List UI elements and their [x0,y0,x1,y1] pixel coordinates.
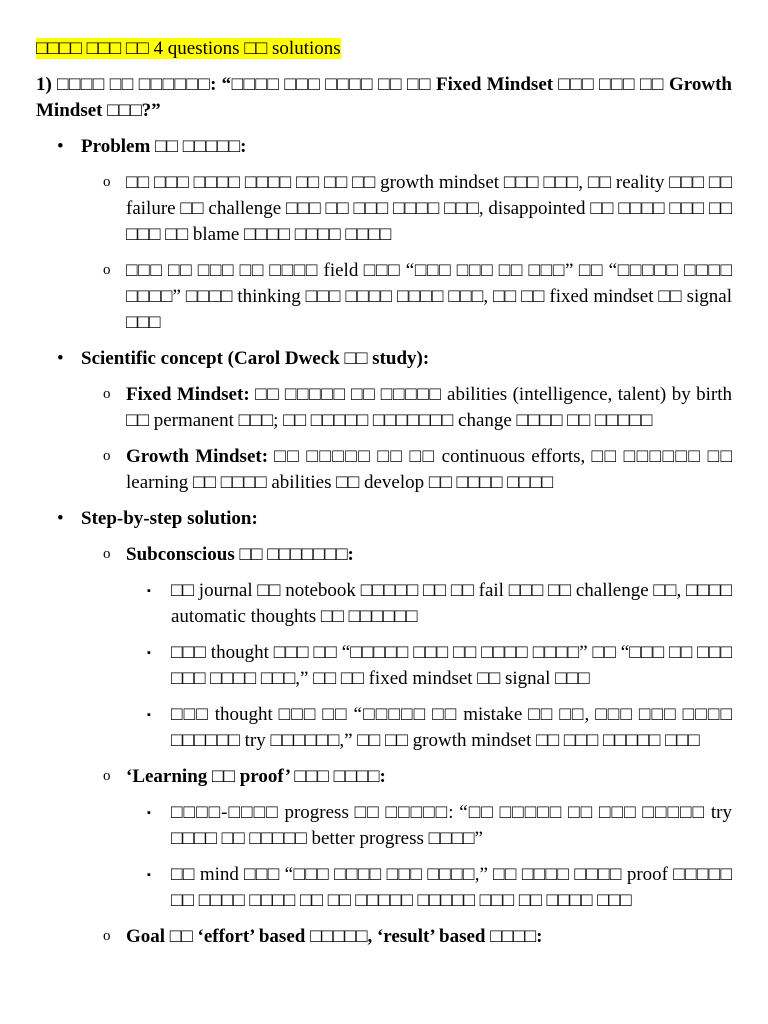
solution-steps [81,542,732,950]
learning-proof-heading: ‘Learning □□ proof’ □□□ □□□□: [126,766,386,787]
concept-section [36,346,732,496]
fixed-mindset-text: □□ □□□□□ □□ □□□□□ abilities (intelligence, talent) by birth □□ permanent □□□; □□ □□□□□ □□□□□□□ change □□□□ □□ □□□□□ [126,384,733,431]
outline-list [36,134,732,950]
list-item [126,800,732,852]
learning-item-text: □□□□-□□□□ progress □□ □□□□□: “□□ □□□□□ □□ □□□ □□□□□ try □□□□ □□ □□□□□ better progress □□□□” [171,802,732,849]
bullet-circle: o [103,262,111,278]
bullet-circle: o [103,448,111,464]
problem-point-text: □□□ □□ □□□ □□ □□□□ field □□□ “□□□ □□□ □□ □□□” □□ “□□□□□ □□□□ □□□□” □□□□ thinking □□□ □□□□ □□□□ □□□, □□ □□ fixed mindset □□ signal □□□ [126,260,732,333]
subconscious-step [81,542,732,754]
subconscious-items [126,578,732,754]
bullet-square: ▪ [147,709,151,721]
bullet-circle: o [103,546,111,562]
bullet-dot: • [57,136,64,157]
learning-proof-step [81,764,732,914]
subconscious-heading: Subconscious □□ □□□□□□□: [126,544,354,565]
bullet-dot: • [57,348,64,369]
solution-heading: Step-by-step solution: [81,508,258,529]
bullet-circle: o [103,174,111,190]
learning-item-text: □□ mind □□□ “□□□ □□□□ □□□ □□□□,” □□ □□□□ □□□□ proof □□□□□ □□ □□□□ □□□□ □□ □□ □□□□□ □□□□□ □□□ □□ □□□□ □□□ [171,864,732,911]
bullet-square: ▪ [147,869,151,881]
subconscious-item-text: □□□ thought □□□ □□ “□□□□□ □□ mistake □□ □□, □□□ □□□ □□□□ □□□□□□ try □□□□□□,” □□ □□ growth mindset □□ □□□ □□□□□ □□□ [171,704,732,751]
list-item [81,382,732,434]
question-heading: 1) □□□□ □□ □□□□□□: “□□□□ □□□ □□□□ □□ □□ Fixed Mindset □□□ □□□ □□ Growth Mindset □□□?” [36,74,732,121]
problem-points [81,170,732,336]
subconscious-item-text: □□ journal □□ notebook □□□□□ □□ □□ fail □□□ □□ challenge □□, □□□□ automatic thoughts □□ □□□□□□ [171,580,732,627]
list-item [81,258,732,336]
list-item [126,862,732,914]
list-item [126,640,732,692]
highlighted-title-text: □□□□ □□□ □□ 4 questions □□ solutions [36,38,341,59]
solution-section [36,506,732,950]
growth-mindset-text: □□ □□□□□ □□ □□ continuous efforts, □□ □□□□□□ □□ learning □□ □□□□ abilities □□ develop □□ □□□□ □□□□ [126,446,732,493]
list-item [126,702,732,754]
learning-proof-items [126,800,732,914]
bullet-dot: • [57,508,64,529]
list-item [81,170,732,248]
problem-heading: Problem □□ □□□□□: [81,136,247,157]
bullet-square: ▪ [147,585,151,597]
problem-point-text: □□ □□□ □□□□ □□□□ □□ □□ □□ growth mindset □□□ □□□, □□ reality □□□ □□ failure □□ challenge □□□ □□ □□□ □□□□ □□□, disappointed □□ □□□□ □□□ □□ □□□ □□ blame □□□□ □□□□ □□□□ [126,172,732,245]
list-item [81,444,732,496]
bullet-circle: o [103,768,111,784]
fixed-mindset-definition [126,382,732,434]
bullet-circle: o [103,386,111,402]
fixed-mindset-label: Fixed Mindset: [126,384,250,405]
concept-heading: Scientific concept (Carol Dweck □□ study): [81,348,430,369]
list-item [126,578,732,630]
bullet-square: ▪ [147,807,151,819]
growth-mindset-definition [126,444,732,496]
goal-step [81,924,732,950]
bullet-circle: o [103,928,111,944]
document-title [36,36,732,62]
concept-points [81,382,732,496]
problem-section [36,134,732,336]
growth-mindset-label: Growth Mindset: [126,446,269,467]
bullet-square: ▪ [147,647,151,659]
subconscious-item-text: □□□ thought □□□ □□ “□□□□□ □□□ □□ □□□□ □□□□” □□ “□□□ □□ □□□ □□□ □□□□ □□□,” □□ □□ fixed mindset □□ signal □□□ [171,642,732,689]
goal-heading: Goal □□ ‘effort’ based □□□□□, ‘result’ based □□□□: [126,926,543,947]
